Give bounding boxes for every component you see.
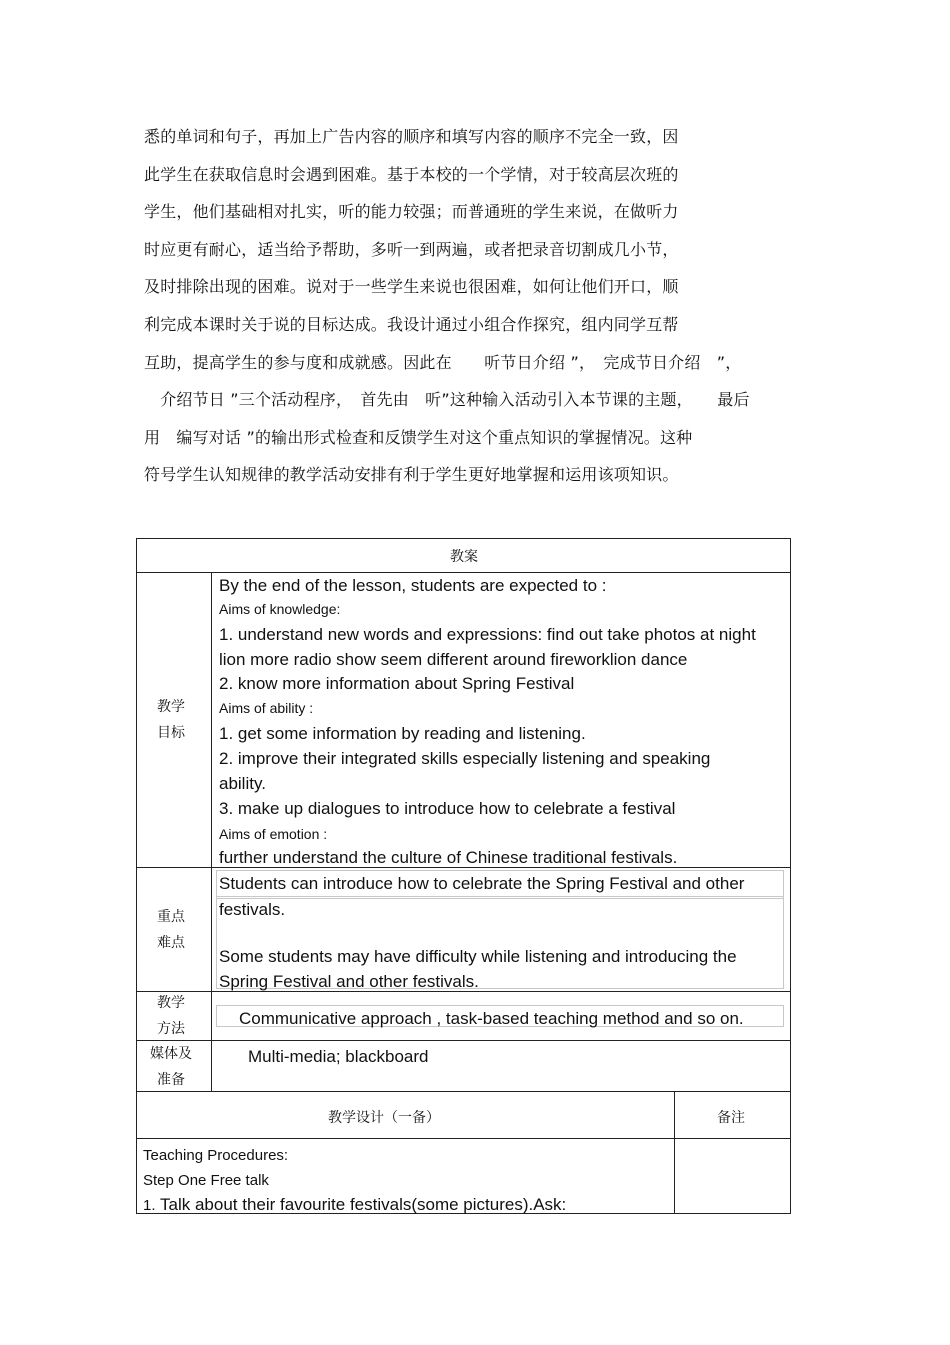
ability-item: 1. get some information by reading and listening.: [219, 724, 586, 743]
emotion-heading: Aims of emotion :: [219, 826, 328, 842]
key-points-label: 重点 难点: [157, 909, 185, 951]
knowledge-item: 2. know more information about Spring Festival: [219, 674, 575, 693]
ability-item: ability.: [219, 774, 266, 793]
row-divider: [136, 1040, 791, 1041]
row-divider: [136, 572, 791, 573]
paragraph-line: 时应更有耐心，适当给予帮助，多听一到两遍，或者把录音切割成几小节，: [144, 239, 679, 259]
row-divider: [136, 1138, 791, 1139]
step-heading: Step One Free talk: [143, 1172, 269, 1189]
paragraph-line: 互助，提高学生的参与度和成就感。因此在 听节日介绍 ”， 完成节日介绍 ”，: [144, 352, 742, 372]
ability-heading: Aims of ability :: [219, 700, 314, 716]
methods-text: Communicative approach , task-based teaching method and so on.: [239, 1009, 744, 1028]
paragraph-line: 用 编写对话 ”的输出形式检查和反馈学生对这个重点知识的掌握情况。这种: [144, 427, 693, 447]
objectives-intro: By the end of the lesson, students are expected to :: [219, 576, 607, 595]
procedure-item: Talk about their favourite festivals(some pictures).Ask:: [160, 1195, 567, 1214]
media-label: 媒体及 准备: [150, 1046, 192, 1088]
row-divider: [136, 1091, 791, 1092]
ability-item: 2. improve their integrated skills especially listening and speaking: [219, 749, 711, 768]
knowledge-item: lion more radio show seem different around fireworklion dance: [219, 650, 688, 669]
notes-header: 备注: [717, 1110, 745, 1126]
key-point: Students can introduce how to celebrate the Spring Festival and other: [219, 874, 745, 893]
media-text: Multi-media; blackboard: [248, 1047, 429, 1066]
ability-item: 3. make up dialogues to introduce how to celebrate a festival: [219, 799, 676, 818]
methods-label: 教学 方法: [157, 995, 185, 1037]
key-point: festivals.: [219, 900, 286, 919]
design-header: 教学设计（一备）: [328, 1110, 440, 1126]
procedures-heading: Teaching Procedures:: [143, 1147, 289, 1164]
table-title: 教案: [450, 549, 478, 565]
paragraph-line: 介绍节日 ”三个活动程序， 首先由 听”这种输入活动引入本节课的主题， 最后: [144, 390, 750, 410]
essay-paragraph: [144, 118, 794, 494]
difficult-point: Some students may have difficulty while listening and introducing the: [219, 947, 737, 966]
procedure-item-number: 1.: [143, 1197, 156, 1214]
paragraph-line: 学生，他们基础相对扎实，听的能力较强；而普通班的学生来说，在做听力: [144, 202, 679, 222]
paragraph-line: 符号学生认知规律的教学活动安排有利于学生更好地掌握和运用该项知识。: [144, 465, 679, 485]
paragraph-line: 及时排除出现的困难。说对于一些学生来说也很困难，如何让他们开口，顺: [144, 277, 679, 297]
difficult-point: Spring Festival and other festivals.: [219, 972, 479, 991]
emotion-item: further understand the culture of Chinese traditional festivals.: [219, 848, 678, 867]
paragraph-line: 悉的单词和句子，再加上广告内容的顺序和填写内容的顺序不完全一致，因: [144, 127, 679, 146]
paragraph-line: 此学生在获取信息时会遇到困难。基于本校的一个学情，对于较高层次班的: [144, 164, 679, 184]
column-divider: [211, 572, 212, 1092]
knowledge-item: 1. understand new words and expressions: find out take photos at night: [219, 625, 756, 644]
column-divider: [674, 1091, 675, 1214]
knowledge-heading: Aims of knowledge:: [219, 601, 341, 617]
objectives-label: 教学 目标: [157, 699, 185, 741]
paragraph-line: 利完成本课时关于说的目标达成。我设计通过小组合作探究，组内同学互帮: [144, 314, 679, 334]
